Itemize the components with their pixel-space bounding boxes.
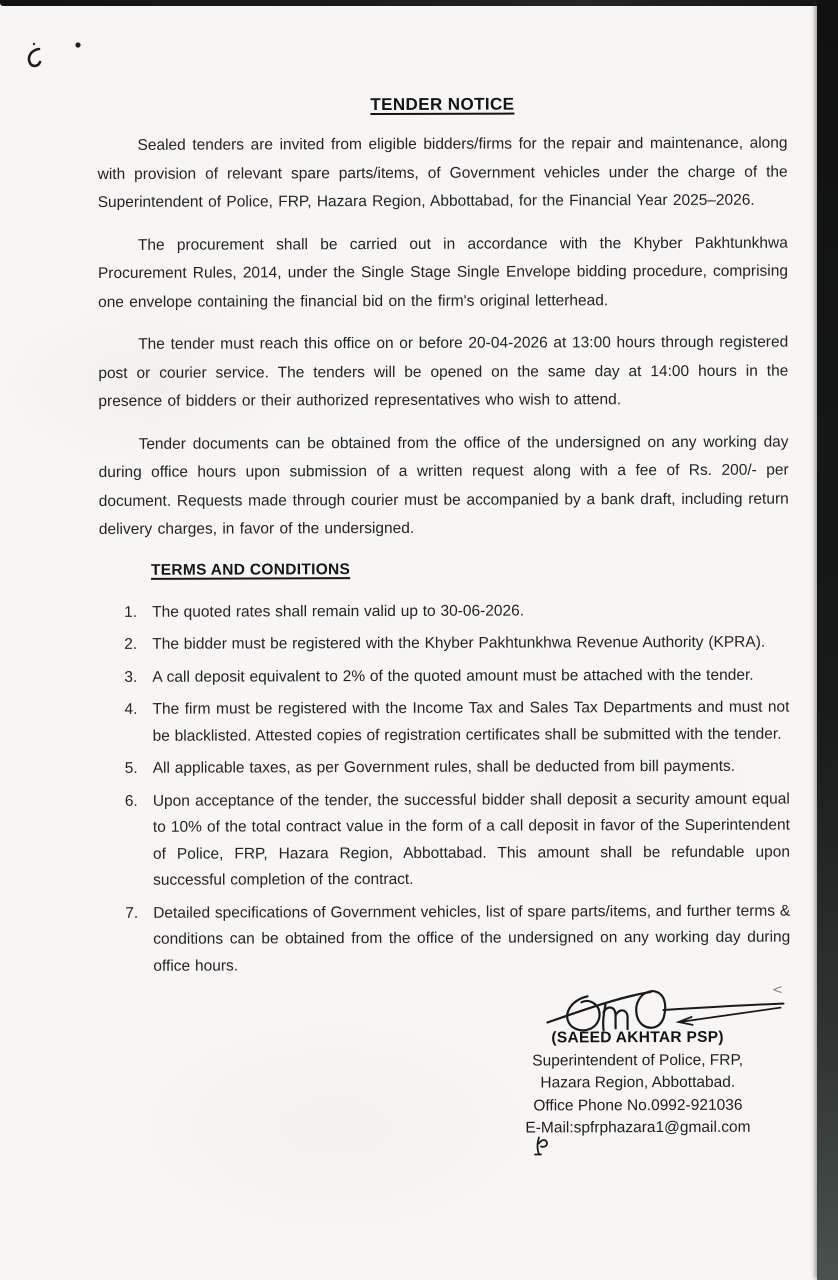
term-item-1	[99, 597, 789, 626]
term-text: Detailed specifications of Government vehicles, list of spare parts/items, and further terms & conditions can be obtained from the office of the undersigned on any working day during office hours.	[153, 902, 791, 975]
scan-edge-right	[817, 0, 838, 1280]
ink-dot	[75, 42, 80, 47]
paragraph-intro: Sealed tenders are invited from eligible bidders/firms for the repair and maintenance, along with provision of relevant spare parts/items, of Government vehicles under the charge of the Superintendent of Police, FRP, Hazara Region, Abbottabad, for the Financial Year 2025–2026.	[97, 134, 788, 211]
document-content	[97, 0, 791, 1141]
term-item-6	[100, 786, 790, 894]
term-item-4	[99, 695, 789, 750]
term-item-7	[100, 898, 790, 980]
paragraph-deadline: The tender must reach this office on or before 20-04-2026 at 13:00 hours through registered post or courier service. The tenders will be opened on the same day at 14:00 hours in the presence of bidders or their authorized representatives who wish to attend.	[98, 333, 789, 410]
ink-comma-mark	[29, 49, 40, 66]
term-number: 4.	[124, 700, 138, 718]
terms-and-conditions-heading: TERMS AND CONDITIONS	[150, 560, 351, 579]
signatory-region: Hazara Region, Abbottabad.	[540, 1073, 736, 1092]
term-number: 2.	[124, 635, 138, 653]
term-number: 3.	[124, 668, 138, 686]
office-phone: Office Phone No.0992-921036	[533, 1096, 743, 1114]
ink-smudge-marks	[22, 36, 92, 76]
signature-block	[487, 984, 788, 1141]
office-email: E-Mail:spfrphazara1@gmail.com	[525, 1118, 751, 1137]
term-number: 6.	[124, 792, 138, 810]
term-text: The bidder must be registered with the Khyber Pakhtunkhwa Revenue Authority (KPRA).	[152, 633, 766, 653]
term-text: The firm must be registered with the Income Tax and Sales Tax Departments and must not be blacklisted. Attested copies of registration certificates shall be submitted with the tender.	[152, 698, 790, 745]
term-item-5	[100, 754, 790, 783]
term-item-2	[99, 630, 789, 659]
term-text: The quoted rates shall remain valid up to 30-06-2026.	[152, 602, 525, 621]
stray-pen-mark	[773, 987, 781, 993]
handwritten-initial-mark	[532, 1134, 552, 1158]
signatory-designation: Superintendent of Police, FRP,	[532, 1051, 744, 1069]
document-title: TENDER NOTICE	[370, 94, 515, 115]
term-number: 1.	[124, 603, 138, 621]
signatory-name: (SAEED AKHTAR PSP)	[551, 1028, 724, 1047]
ink-speck	[33, 43, 35, 45]
term-text: A call deposit equivalent to 2% of the quoted amount must be attached with the tender.	[152, 666, 754, 686]
terms-list	[99, 597, 790, 980]
paragraph-procurement-rules: The procurement shall be carried out in accordance with the Khyber Pakhtunkhwa Procurement Rules, 2014, under the Single Stage Single Envelope bidding procedure, comprising one envelope containing the financial bid on the firm's original letterhead.	[97, 234, 788, 311]
term-text: Upon acceptance of the tender, the successful bidder shall deposit a security amount equal to 10% of the total contract value in the form of a call deposit in favor of the Superintendent of Police, FRP, Hazara Region, Abbottabad. This amount shall be refundable upon successful completion of the contract.	[152, 790, 791, 889]
term-number: 5.	[124, 759, 138, 777]
paragraph-documents-fee: Tender documents can be obtained from the office of the undersigned on any working day during office hours upon submission of a written request along with a fee of Rs. 200/- per document. Requests made through courier must be accompanied by a bank draft, including return delivery charges, in favor of the undersigned.	[98, 433, 789, 538]
term-item-3	[99, 662, 789, 691]
term-text: All applicable taxes, as per Government rules, shall be deducted from bill payments.	[152, 757, 736, 777]
term-number: 7.	[125, 904, 139, 922]
